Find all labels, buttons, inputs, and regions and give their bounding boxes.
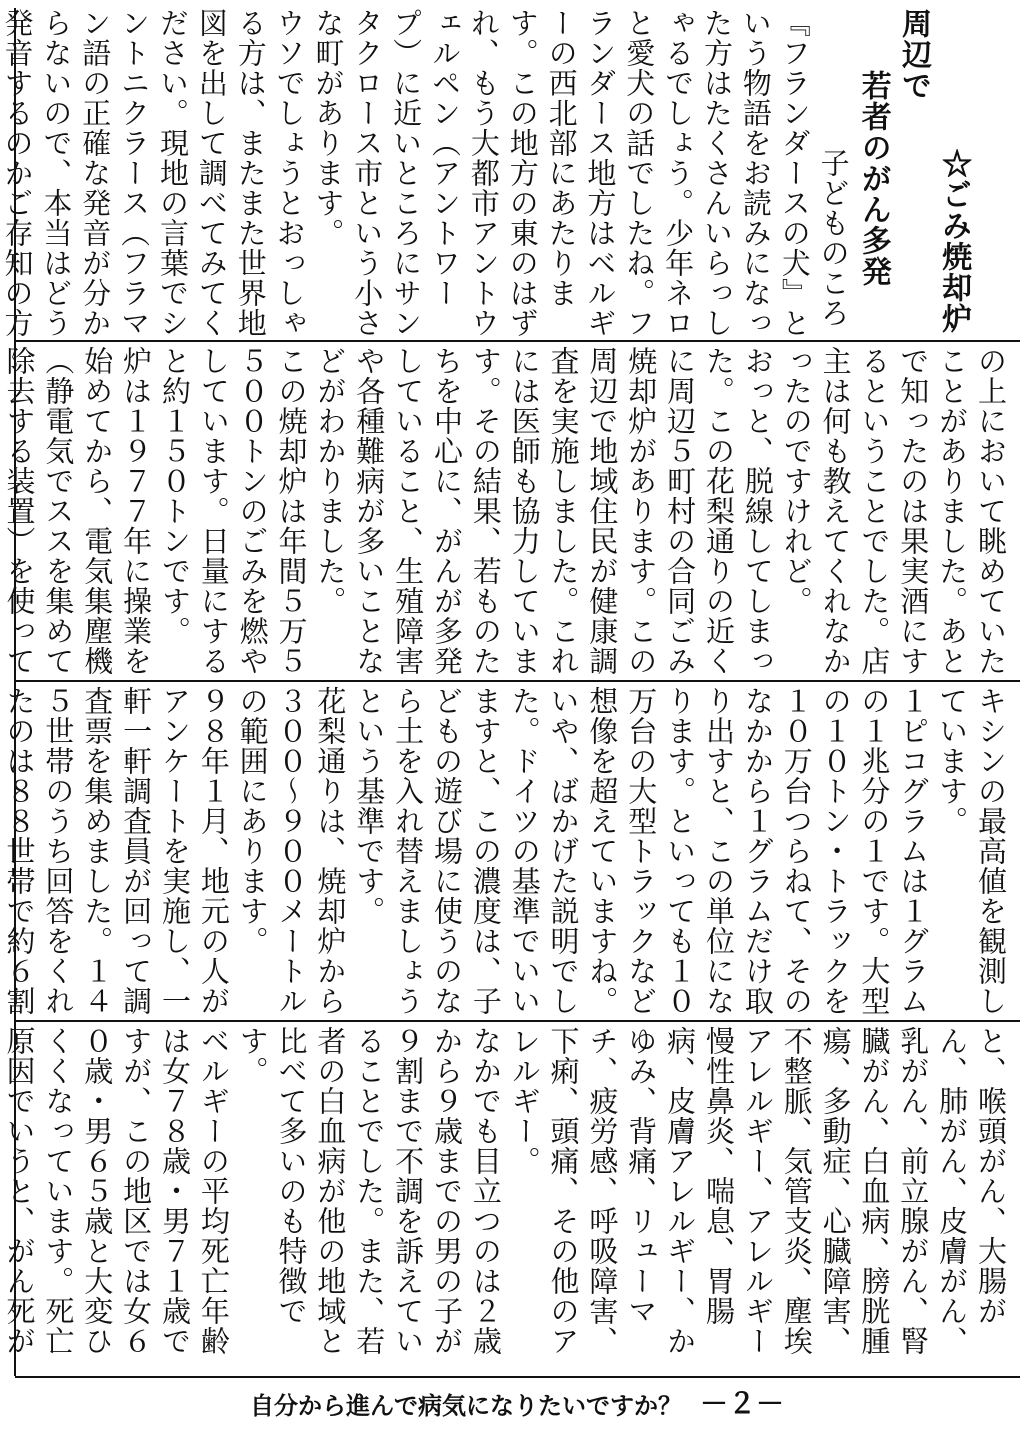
article-section-3 <box>2 686 1020 1016</box>
section-divider-1 <box>15 340 1020 342</box>
page-number: －２－ <box>700 1387 785 1420</box>
section-divider-3 <box>15 1020 1020 1022</box>
section-1-text: 子どものころ『フランダースの犬』という物語をお読みになった方はたくさんいらっしゃるでしょう。少年ネロと愛犬の話でしたね。フランダース地方はベルギーの西北部にあたります。この地方の東のはずれ、もう大都市アントウェルペン（アントワープ）に近いところにサンタクロース市という小さな町があります。 ウソでしょうとおっしゃる方は、またまた世界地図を出して調べてみてください。現地の言葉でシントニクラース（フラマン語の正確な発音が分からないので、本当はどう発音するのかご存知の方 <box>0 8 851 338</box>
footer-rule <box>15 1376 1020 1378</box>
article-section-4 <box>2 1026 1020 1366</box>
section-divider-2 <box>15 680 1020 682</box>
article-section-1 <box>0 8 1020 338</box>
article-title: ☆ごみ焼却炉周辺で 若者のがん多発 <box>855 8 972 334</box>
article-body-2: の上において眺めていたことがありました。あとで知ったのは果実酒にするということでした。店主は何も教えてくれなかったのですけれど。 おっと、脱線してしまった。この花梨通りの近くに周辺５町村の合同ごみ焼却炉があります。この周辺で地域住民が健康調査を実施しました。これには医師も協力しています。その結果、若ものたちを中心に、がんが多発していること、生殖障害や各種難病が多いことなどがわかりました。 この焼却炉は年間５万５５００トンのごみを燃やしています。日量にすると約１５０トンです。 炉は１９７７年に操業を始めてから、電気集塵機（静電気でススを集めて除去する装置）を使って <box>2 346 1008 676</box>
left-border <box>14 8 16 1376</box>
article-body-3: キシンの最高値を観測しています。 １ピコグラムは１グラムの１兆分の１です。大型の１０トン・トラックを１０万台つらねて、そのなかから１グラムだけ取り出すと、この単位になります。といっても１０万台の大型トラックなど想像を超えていますね。いや、ばかげた説明でした。ドイツの基準でいいますと、この濃度は、子どもの遊び場に使うのなら土を入れ替えましょうという基準です。 花梨通りは、焼却炉から３００〜９００メートルの範囲にあります。 ９８年１月、地元の人がアンケートを実施し、一軒一軒調査員が回って調査票を集めました。１４５世帯のうち回答をくれたのは８８世帯で約６割 <box>2 686 1008 1016</box>
article-section-2 <box>2 346 1020 676</box>
article-body-1 <box>0 8 1012 338</box>
footer-slogan: 自分から進んで病気になりたいですか？ <box>250 1392 682 1420</box>
article-body-4: と、喉頭がん、大腸がん、肺がん、皮膚がん、乳がん、前立腺がん、腎臓がん、白血病、膀胱腫瘍、多動症、心臓障害、不整脈、気管支炎、塵埃アレルギー、アレルギー慢性鼻炎、喘息、胃腸病、皮膚アレルギー、かゆみ、背痛、リューマチ、疲労感、呼吸障害、下痢、頭痛、その他のアレルギー。 なかでも目立つのは２歳から９歳までの男の子が９割まで不調を訴えていることでした。また、若者の白血病が他の地域と比べて多いのも特徴です。 ベルギーの平均死亡年齢は女７８歳・男７１歳ですが、この地区では女６０歳・男６５歳と大変ひくくなっています。死亡原因でいうと、がん死が <box>2 1026 1008 1356</box>
